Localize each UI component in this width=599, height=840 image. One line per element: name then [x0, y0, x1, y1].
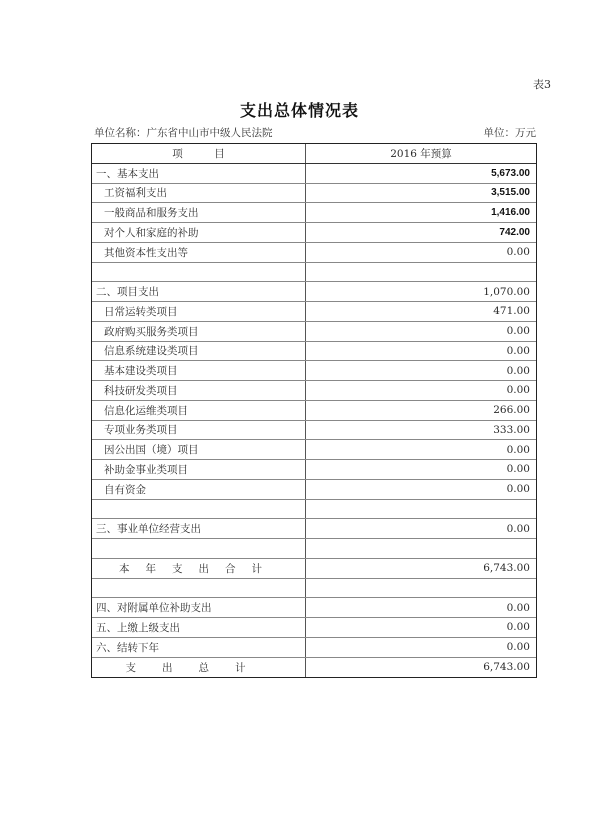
table-row: [92, 322, 536, 342]
table-row: [92, 519, 536, 539]
row-value: 0.00: [506, 483, 530, 496]
row-label: 信息系统建设类项目: [92, 342, 306, 361]
table-row: [92, 638, 536, 658]
row-value: 0.00: [506, 443, 530, 456]
row-label: [92, 539, 306, 558]
row-label: 自有资金: [92, 480, 306, 499]
row-label: 三、事业单位经营支出: [92, 519, 306, 538]
table-number: 表3: [533, 78, 551, 91]
row-label: [92, 500, 306, 519]
table-row: [92, 282, 536, 302]
row-label: 对个人和家庭的补助: [92, 223, 306, 242]
row-label: 六、结转下年: [92, 638, 306, 657]
meta-row: [94, 125, 540, 140]
table-row: [92, 460, 536, 480]
row-label: 一、基本支出: [92, 164, 306, 183]
row-value: 3,515.00: [491, 187, 530, 199]
row-label: 政府购买服务类项目: [92, 322, 306, 341]
row-value: 0.00: [506, 522, 530, 535]
row-label: 基本建设类项目: [92, 361, 306, 380]
row-label: 补助金事业类项目: [92, 460, 306, 479]
row-value: 742.00: [499, 226, 530, 238]
table-row: [92, 401, 536, 421]
row-label: 本年支出合计: [92, 559, 306, 578]
table-row: [92, 223, 536, 243]
row-value: [306, 579, 536, 598]
row-label: 信息化运维类项目: [92, 401, 306, 420]
table-row-total: [92, 658, 536, 678]
table-header-row: [92, 144, 536, 164]
unit-measure: 单位：万元: [483, 127, 536, 139]
table-row: [92, 440, 536, 460]
table-row-empty: [92, 263, 536, 283]
row-value: 0.00: [506, 621, 530, 634]
row-value: 0.00: [506, 601, 530, 614]
row-label: 四、对附属单位补助支出: [92, 598, 306, 617]
row-value: 0.00: [506, 384, 530, 397]
row-label: 工资福利支出: [92, 184, 306, 203]
page-title: 支出总体情况表: [239, 101, 359, 120]
table-row: [92, 480, 536, 500]
table-row: [92, 361, 536, 381]
row-value: 6,743.00: [483, 562, 530, 575]
header-item: 项 目: [92, 144, 306, 163]
row-value: 266.00: [493, 404, 530, 417]
row-value: 0.00: [506, 325, 530, 338]
row-value: 0.00: [506, 344, 530, 357]
row-value: [306, 263, 536, 282]
table-row-empty: [92, 579, 536, 599]
row-label: [92, 579, 306, 598]
table-row: [92, 184, 536, 204]
row-label: 一般商品和服务支出: [92, 203, 306, 222]
table-row: [92, 381, 536, 401]
row-value: 5,673.00: [491, 167, 530, 179]
table-row: [92, 243, 536, 263]
table-row: [92, 342, 536, 362]
row-value: 0.00: [506, 364, 530, 377]
table-row: [92, 203, 536, 223]
table-row: [92, 598, 536, 618]
row-value: 0.00: [506, 463, 530, 476]
row-value: 6,743.00: [483, 661, 530, 674]
row-value: 333.00: [493, 423, 530, 436]
row-label: 专项业务类项目: [92, 421, 306, 440]
row-value: [306, 500, 536, 519]
table-row: [92, 618, 536, 638]
row-value: 0.00: [506, 246, 530, 259]
table-row-empty: [92, 539, 536, 559]
row-label: 其他资本性支出等: [92, 243, 306, 262]
header-budget: 2016 年预算: [390, 147, 452, 160]
unit-name: 单位名称：广东省中山市中级人民法院: [94, 127, 273, 139]
row-label: 科技研发类项目: [92, 381, 306, 400]
row-label: 日常运转类项目: [92, 302, 306, 321]
row-value: 1,070.00: [483, 285, 530, 298]
table-row: [92, 421, 536, 441]
row-value: 0.00: [506, 641, 530, 654]
row-value: [306, 539, 536, 558]
table-row: [92, 164, 536, 184]
table-row-subtotal: [92, 559, 536, 579]
row-label: 五、上缴上级支出: [92, 618, 306, 637]
row-label: [92, 263, 306, 282]
row-label: 二、项目支出: [92, 282, 306, 301]
row-label: 支出总计: [92, 658, 306, 678]
table-row-empty: [92, 500, 536, 520]
row-value: 471.00: [493, 305, 530, 318]
row-label: 因公出国（境）项目: [92, 440, 306, 459]
table-row: [92, 302, 536, 322]
expenditure-table: [91, 143, 537, 678]
row-value: 1,416.00: [491, 207, 530, 219]
